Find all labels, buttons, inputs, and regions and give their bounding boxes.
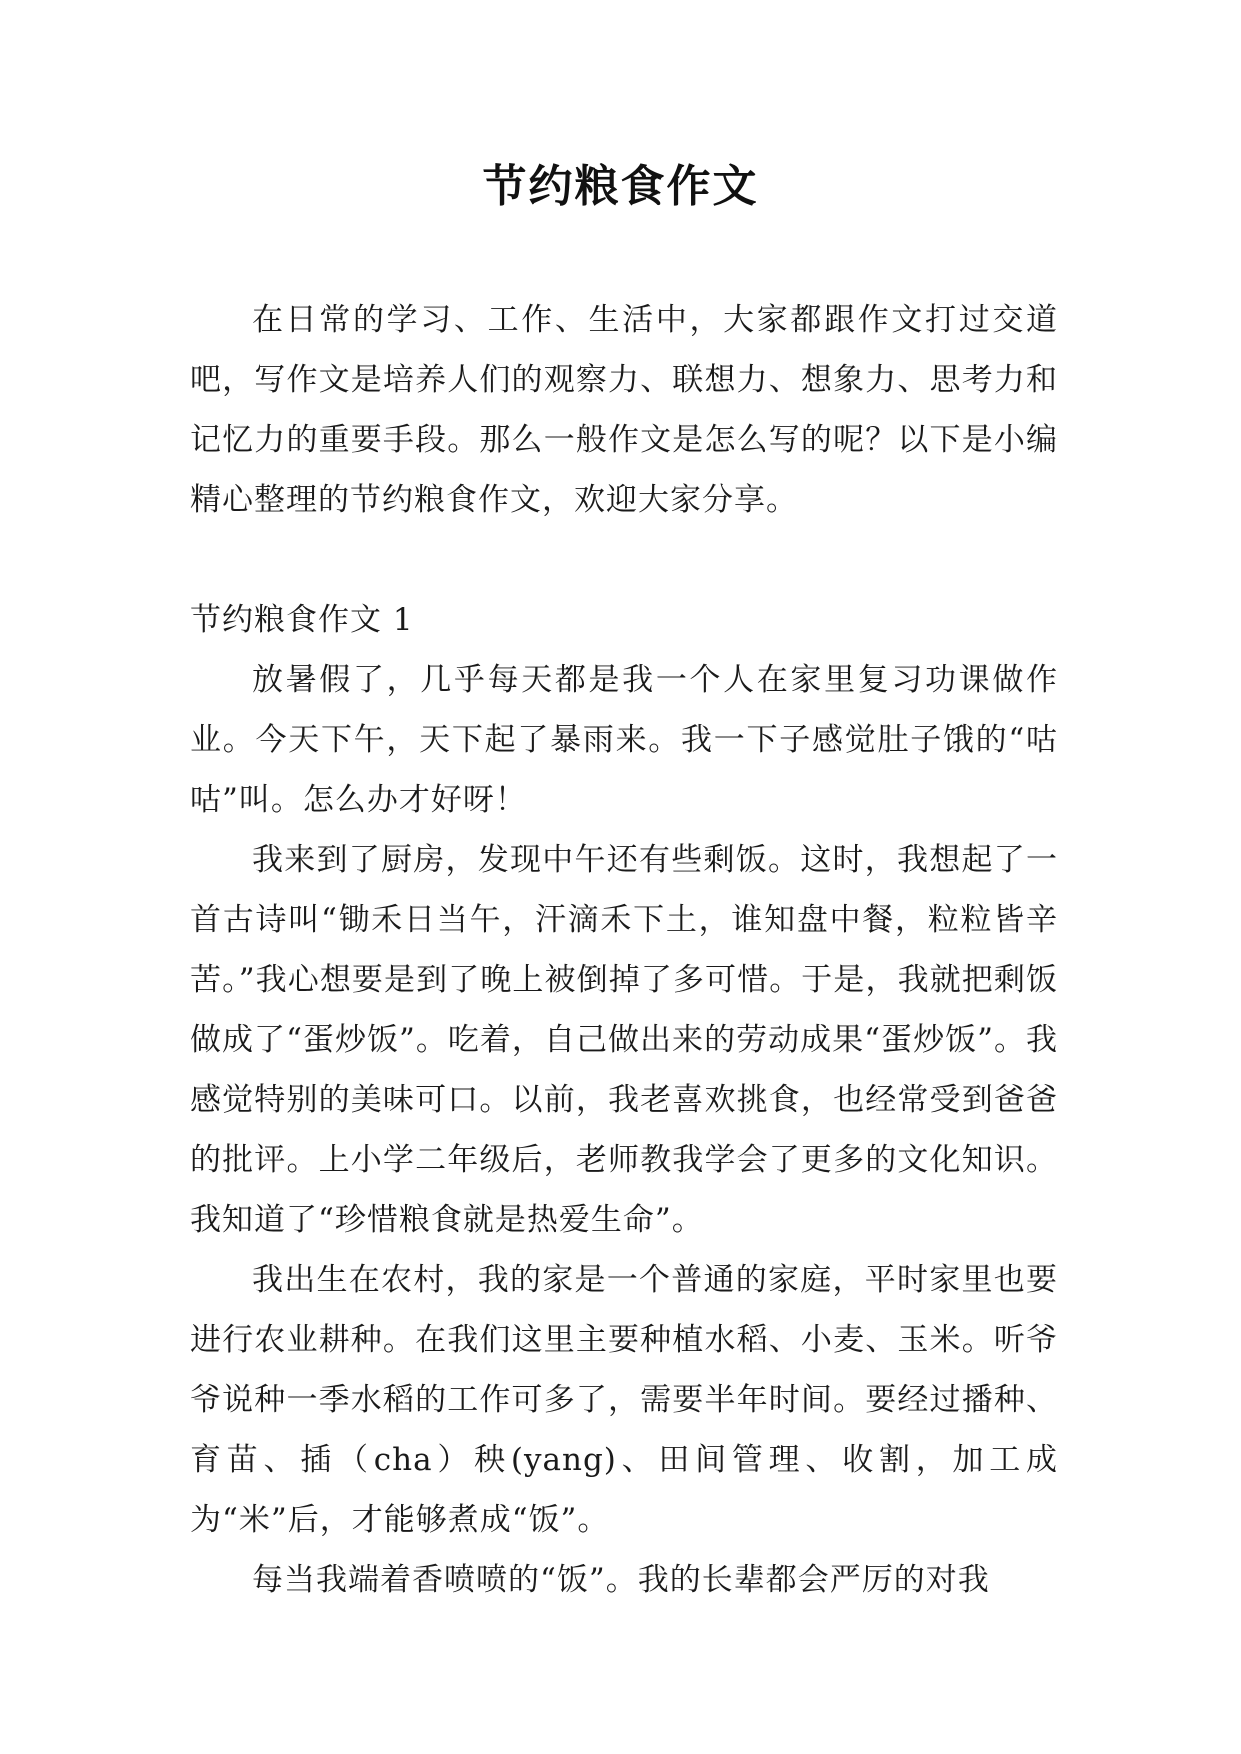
document-title: 节约粮食作文 bbox=[482, 161, 759, 212]
body-paragraph-2: 我来到了厨房，发现中午还有些剩饭。这时，我想起了一首古诗叫“锄禾日当午，汗滴禾下土，谁知盘中餐，粒粒皆辛苦。”我心想要是到了晚上被倒掉了多可惜。于是，我就把剩饭做成了“蛋炒饭”。吃着，自己做出来的劳动成果“蛋炒饭”。我感觉特别的美味可口。以前，我老喜欢挑食，也经常受到爸爸的批评。上小学二年级后，老师教我学会了更多的文化知识。我知道了“珍惜粮食就是热爱生命”。 bbox=[190, 842, 1058, 1238]
body-paragraph-1: 放暑假了，几乎每天都是我一个人在家里复习功课做作业。今天下午，天下起了暴雨来。我一下子感觉肚子饿的“咕咕”叫。怎么办才好呀！ bbox=[190, 662, 1058, 818]
section-heading: 节约粮食作文 1 bbox=[190, 602, 414, 638]
body-paragraph-4: 每当我端着香喷喷的“饭”。我的长辈都会严厉的对我 bbox=[252, 1562, 990, 1598]
body-paragraph-3: 我出生在农村，我的家是一个普通的家庭，平时家里也要进行农业耕种。在我们这里主要种植水稻、小麦、玉米。听爷爷说种一季水稻的工作可多了，需要半年时间。要经过播种、育苗、插（cha）秧(yang)、田间管理、收割，加工成为“米”后，才能够煮成“饭”。 bbox=[190, 1262, 1058, 1538]
paragraph-gap bbox=[190, 530, 1058, 590]
intro-paragraph: 在日常的学习、工作、生活中，大家都跟作文打过交道吧，写作文是培养人们的观察力、联想力、想象力、思考力和记忆力的重要手段。那么一般作文是怎么写的呢？以下是小编精心整理的节约粮食作文，欢迎大家分享。 bbox=[190, 302, 1058, 518]
document-body bbox=[190, 290, 1058, 1610]
